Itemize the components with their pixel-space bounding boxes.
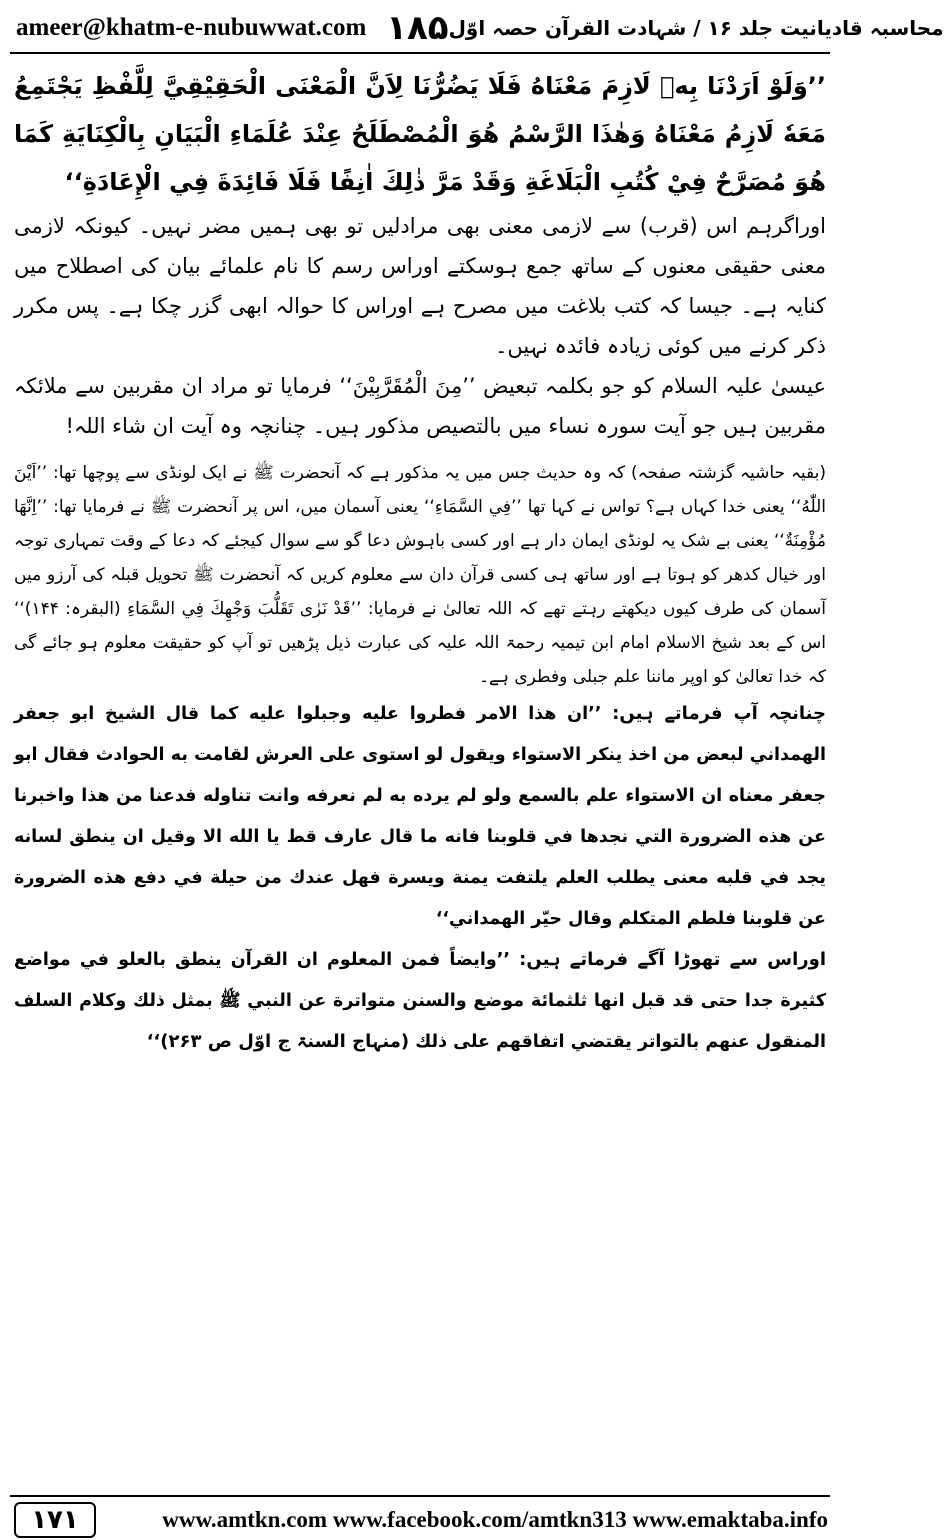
ibn-taymiyyah-arabic: ’’ان هذا الامر فطروا عليه وجبلوا عليه كما قال الشيخ ابو جعفر الهمداني لبعض من اخذ ينكر الاستواء ويقول لو استوى على العرش لقامت به الحوادث فقال ابو جعفر معناه ان الاستواء علم بالسمع ولو لم يرده به لم نعرفه وانت تناوله فدعنا من هذا واخبرنا عن هذه الضرورة التي نجدها في قلوبنا فانه ما قال عارف قط يا الله الا وقيل ان ينطق لسانه يجد في قلبه معنى يطلب العلم يلتفت يمنة ويسرة فهل عندك من حيلة في دفع هذه الضرورة عن قلوبنا فلطم المتكلم وقال حيّر الهمداني‘‘ (14, 704, 826, 929)
ibn-taymiyyah-intro: چنانچہ آپ فرماتے ہیں: (612, 703, 827, 724)
footer-websites: www.amtkn.com www.facebook.com/amtkn313 www.emaktaba.info (162, 1507, 828, 1532)
header-divider (10, 52, 830, 54)
sheet-number: ۱۷۱ (14, 1502, 96, 1538)
ibn-taymiyyah-quote (14, 694, 826, 940)
further-arabic: ’’وايضاً فمن المعلوم ان القرآن ينطق بالعلو في مواضع كثيرة جدا حتى قد قبل انها ثلثمائة موضع والسنن متواترة عن النبي ﷺ بمثل ذلك وكلام السلف المنقول عنهم بالتواتر يقتضي اتفاقهم على ذلك (14, 950, 826, 1052)
isa-paragraph: عیسیٰ علیہ السلام کو جو بکلمہ تبعیض ’’مِنَ الْمُقَرَّبِيْنَ‘‘ فرمایا تو مراد ان مقربین سے ملائکہ مقربین ہیں جو آیت سورہ نساء میں بالتصیص مذکور ہیں۔ چنانچہ وہ آیت ان شاء اللہ! (14, 374, 826, 438)
book-title: محاسبہ قادیانیت جلد ۱۶ / شہادت القرآن حصہ اوّل (448, 16, 944, 40)
urdu-translation: اوراگرہم اس (قرب) سے لازمی معنی بھی مرادلیں تو بھی ہمیں مضر نہیں۔ کیونکہ لازمی معنی حقیقی معنوں کے ساتھ جمع ہوسکتے اوراس رسم کا نام علمائے بیان کی اصطلاح میں کنایہ ہے۔ جیسا کہ کتب بلاغت میں مصرح ہے اوراس کا حوالہ ابھی گزر چکا ہے۔ پس مکرر ذکر کرنے میں کوئی زیادہ فائدہ نہیں۔ (14, 214, 826, 358)
header-email: ameer@khatm-e-nubuwwat.com (16, 14, 367, 41)
further-quote (14, 940, 826, 1063)
arabic-quote: ’’وَلَوْ اَرَدْنَا بِهٖ لَازِمَ مَعْنَاهُ فَلَا يَضُرُّنَا لِاَنَّ الْمَعْنَى الْحَقِيْقِيَّ لِلَّفْظِ يَجْتَمِعُ مَعَهٗ لَازِمُ مَعْنَاهُ وَهٰذَا الرَّسْمُ هُوَ الْمُصْطَلَحُ عِنْدَ عُلَمَاءِ الْبَيَانِ بِالْكِنَايَةِ كَمَا هُوَ مُصَرَّحٌ فِيْ كُتُبِ الْبَلَاغَةِ وَقَدْ مَرَّ ذٰلِكَ اٰنِفًا فَلَا فَائِدَةَ فِي الْإِعَادَةِ‘‘ (14, 72, 826, 196)
footnote-text: کہ وہ حدیث جس میں یہ مذکور ہے کہ آنحضرت ﷺ نے ایک لونڈی سے پوچھا تھا: ’’اَيْنَ اللّٰهُ‘‘ یعنی خدا کہاں ہے؟ تواس نے کہا تھا ’’فِي السَّمَاءِ‘‘ یعنی آسمان میں، اس پر آنحضرت ﷺ نے فرمایا تھا: ’’اِنَّهَا مُؤْمِنَةٌ‘‘ یعنی بے شک یہ لونڈی ایمان دار ہے اور کسی باہوش دعا گو سے سوال کیجئے کہ دعا کے وقت تمہاری توجہ اور خیال کدھر کو ہوتا ہے اور ساتھ ہی کسی قرآن دان سے معلوم کریں کہ آنحضرت ﷺ تحویل قبلہ کی آرزو میں آسمان کی طرف کیوں دیکھتے رہتے تھے کہ اللہ تعالیٰ نے فرمایا: ’’قَدْ نَرٰى تَقَلُّبَ وَجْهِكَ فِي السَّمَاءِ (البقرہ: ۱۴۴)‘‘ اس کے بعد شیخ الاسلام امام ابن تیمیہ رحمۃ اللہ علیہ کی عبارت ذیل پڑھیں تو آپ کو حقیقت معلوم ہو جائے گی کہ خدا تعالیٰ کو اوپر ماننا علم جبلی وفطری ہے۔ (14, 463, 826, 687)
page-footer (0, 1500, 840, 1540)
page-number: ۱۸۵ (386, 8, 449, 48)
further-reference: (منہاج السنۃ ج اوّل ص ۲۶۳)‘‘ (146, 1031, 410, 1052)
page-header (0, 0, 944, 50)
further-intro: اوراس سے تھوڑا آگے فرماتے ہیں: (519, 949, 827, 970)
footer-divider (10, 1495, 830, 1497)
footnote-continuation (14, 456, 826, 694)
page-body (14, 62, 826, 1063)
footnote-label: (بقیہ حاشیہ گزشتہ صفحہ) (630, 463, 826, 483)
